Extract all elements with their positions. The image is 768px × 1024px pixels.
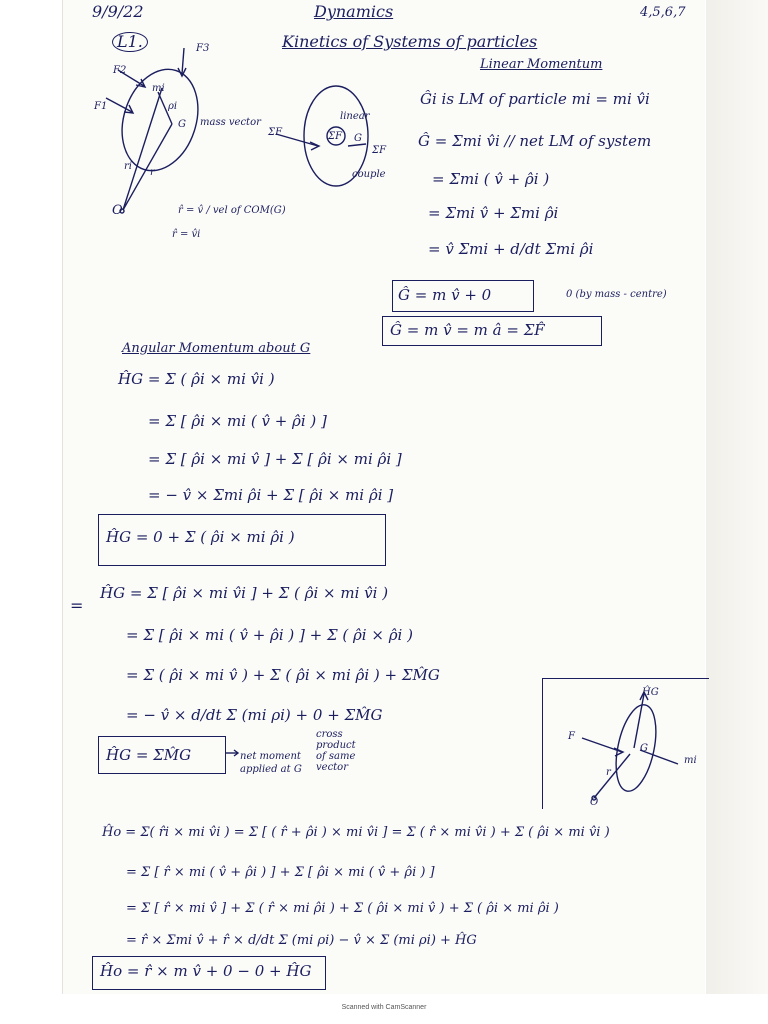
linear-line-3: = Σmi ( v̂ + ρ̂i ): [432, 170, 550, 188]
page-edge: [706, 0, 768, 994]
cross-product-note-4: vector: [316, 762, 348, 773]
mass-vector-note: mass vector: [200, 117, 261, 128]
h-g-vector-label: ĤG: [642, 687, 659, 698]
about-o-line-1: Ĥo = Σ( r̂i × mi v̂i ) = Σ [ ( r̂ + ρ̂i ) × mi v̂i ] = Σ ( r̂ × mi v̂i ) + Σ ( ρ̂i × mi v̂i ): [102, 825, 610, 840]
about-o-result: Ĥo = r̂ × m v̂ + 0 − 0 + ĤG: [100, 962, 312, 980]
angular-line-4: = − v̂ × Σmi ρ̂i + Σ [ ρ̂i × mi ρ̂i ]: [148, 486, 394, 504]
moment-result: ĤG = ΣM̂G: [106, 746, 192, 764]
com-g-label-2: G: [640, 743, 648, 754]
date: 9/9/22: [92, 2, 144, 21]
couple-label: couple: [352, 169, 386, 180]
moment-note-2: applied at G: [240, 764, 302, 775]
derivative-line-3: = Σ ( ρ̂i × mi v̂ ) + Σ ( ρ̂i × mi ρ̂i ) + ΣM̂G: [126, 666, 440, 684]
rho-i-label: ρi: [168, 101, 178, 112]
force-f2-label: F2: [113, 65, 127, 76]
about-o-line-3: = Σ [ r̂ × mi v̂ ] + Σ ( r̂ × mi ρ̂i ) + Σ ( ρ̂i × mi v̂ ) + Σ ( ρ̂i × mi ρ̂i ): [126, 901, 559, 916]
page-refs: 4,5,6,7: [640, 5, 686, 20]
subtitle: Kinetics of Systems of particles: [282, 32, 538, 51]
force-f-label: F: [568, 731, 575, 742]
lecture-number: L1.: [112, 32, 148, 52]
angular-line-2: = Σ [ ρ̂i × mi ( v̂ + ρ̂i ) ]: [148, 412, 327, 430]
sum-f-right-label: ΣF: [372, 145, 387, 156]
origin-o-label-2: O: [590, 797, 599, 808]
origin-o-label: O: [112, 203, 123, 218]
linear-line-5: = v̂ Σmi + d/dt Σmi ρ̂i: [428, 240, 594, 258]
velocity-relation-2: r̂ = v̂i: [172, 229, 201, 240]
velocity-relation-1: r̂ = v̂ / vel of COM(G): [178, 205, 286, 216]
angular-result: ĤG = 0 + Σ ( ρ̂i × mi ρ̂i ): [106, 528, 295, 546]
angular-line-1: ĤG = Σ ( ρ̂i × mi v̂i ): [118, 370, 275, 388]
r-label: r: [150, 167, 155, 178]
force-f3-label: F3: [196, 43, 210, 54]
r-label-2: r: [606, 767, 611, 778]
linear-line-4: = Σmi v̂ + Σmi ρ̂i: [428, 204, 559, 222]
angular-momentum-heading: Angular Momentum about G: [122, 341, 311, 356]
page-title: Dynamics: [314, 2, 394, 21]
force-f1-label: F1: [94, 101, 108, 112]
derivative-line-1: ĤG = Σ [ ρ̂i × mi v̂i ] + Σ ( ρ̂i × mi v̂i ): [100, 584, 389, 602]
cross-product-note-1: cross: [316, 729, 343, 740]
linear-result-1: Ĝ = m v̂ + 0: [398, 286, 492, 304]
linear-label: linear: [340, 111, 370, 122]
derivative-line-2: = Σ [ ρ̂i × mi ( v̂ + ρ̂i ) ] + Σ ( ρ̂i × ρ̂i ): [126, 626, 413, 644]
sum-f-center-label: ΣF: [328, 131, 343, 142]
margin-equals-mark: =: [70, 596, 84, 615]
moment-arrow: [226, 748, 240, 758]
com-g-label: G: [178, 119, 186, 130]
linear-result-2: Ĝ = m v̂ = m â = ΣF̂: [390, 321, 545, 339]
sum-f-left-label: ΣF: [268, 127, 283, 138]
mass-mi-label: mi: [152, 83, 165, 94]
cross-product-note-3: of same: [316, 751, 356, 762]
mass-mi-label-2: mi: [684, 755, 697, 766]
scanner-watermark: Scanned with CamScanner: [341, 1004, 427, 1011]
g-label: G: [354, 133, 362, 144]
zero-by-mass-centre-note: 0 (by mass - centre): [566, 289, 667, 300]
r-i-label: ri: [124, 161, 132, 172]
cross-product-note-2: product: [316, 740, 356, 751]
angular-line-3: = Σ [ ρ̂i × mi v̂ ] + Σ [ ρ̂i × mi ρ̂i ]: [148, 450, 402, 468]
linear-line-1: Ĝi is LM of particle mi = mi v̂i: [420, 90, 650, 108]
about-o-line-4: = r̂ × Σmi v̂ + r̂ × d/dt Σ (mi ρi) − v̂ × Σ (mi ρi) + ĤG: [126, 933, 477, 948]
derivative-line-4: = − v̂ × d/dt Σ (mi ρi) + 0 + ΣM̂G: [126, 706, 383, 724]
moment-note-1: net moment: [240, 751, 301, 762]
body-moment-diagram: [560, 686, 700, 806]
linear-line-2: Ĝ = Σmi v̂i // net LM of system: [418, 132, 652, 150]
about-o-line-2: = Σ [ r̂ × mi ( v̂ + ρ̂i ) ] + Σ [ ρ̂i × mi ( v̂ + ρ̂i ) ]: [126, 865, 435, 880]
linear-momentum-heading: Linear Momentum: [480, 57, 603, 72]
